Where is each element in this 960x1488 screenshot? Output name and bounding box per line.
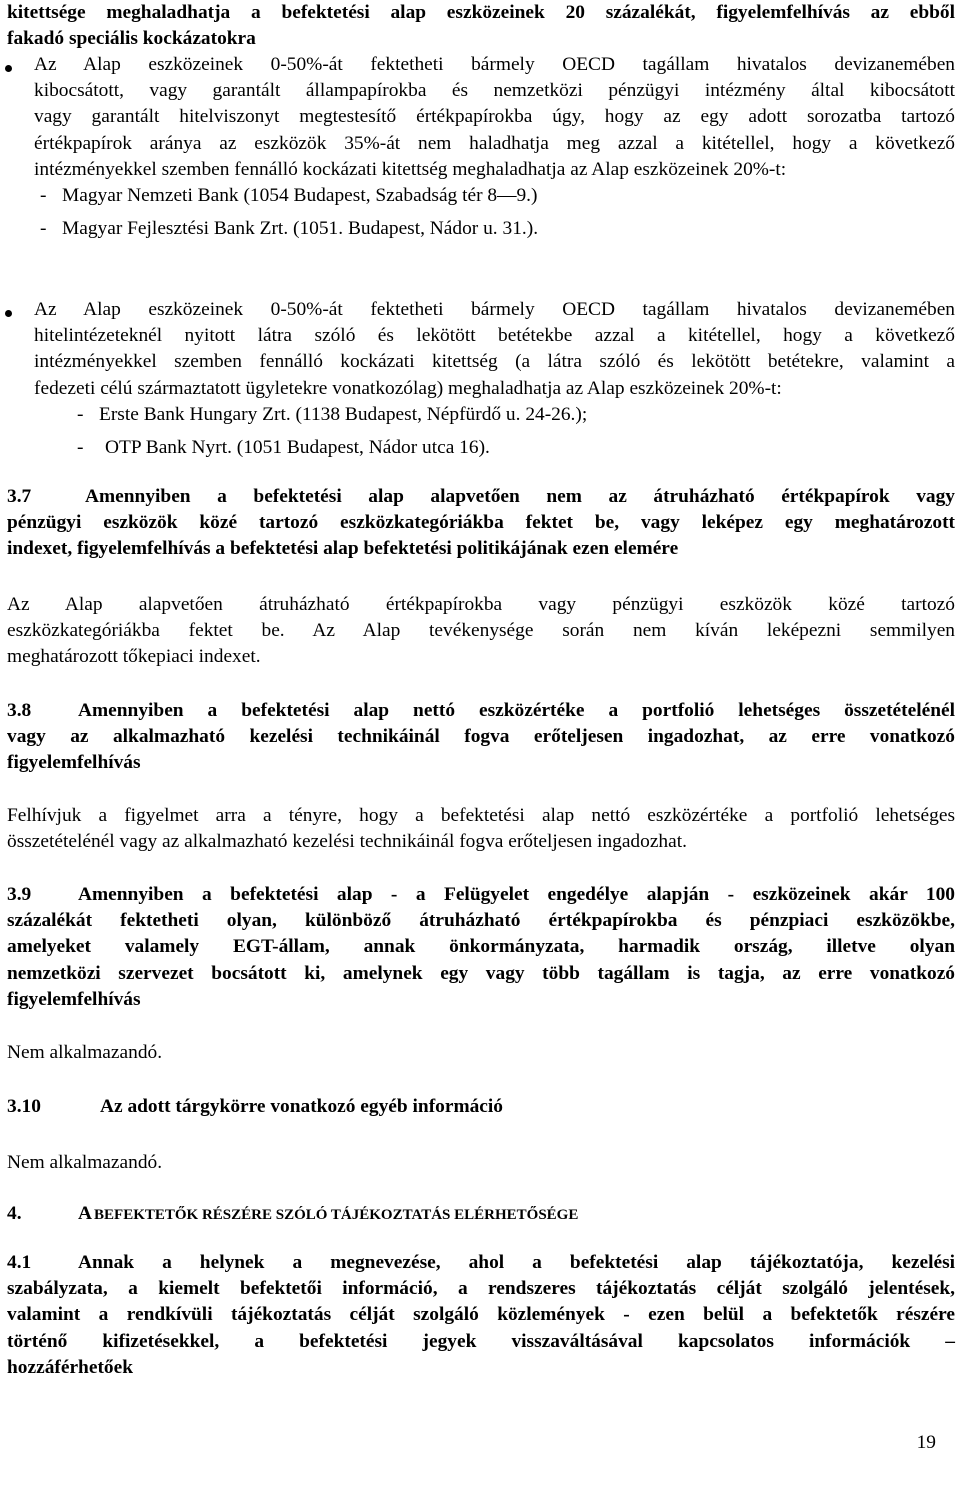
- heading-line: százalékát fektetheti olyan, különböző átruházható értékpapírokba és pénzpiaci eszközökbe,: [7, 910, 955, 932]
- paragraph-line: eszközkategóriákba fektet be. Az Alap tevékenysége során nem kíván leképezni semmilyen: [7, 620, 955, 642]
- heading-line: BEFEKTETŐK RÉSZÉRE SZÓLÓ TÁJÉKOZTATÁS ELÉRHETŐSÉGE: [94, 1207, 579, 1223]
- section-number: 3.10: [7, 1096, 41, 1117]
- paragraph-line: Felhívjuk a figyelmet arra a tényre, hogy a befektetési alap nettó eszközértéke a portfolió lehetséges: [7, 805, 955, 826]
- heading-line: Amennyiben a befektetési alap - a Felügyelet engedélye alapján - eszközeinek akár 100: [78, 884, 955, 905]
- section-number: 3.8: [7, 700, 32, 721]
- heading-line: valamint a rendkívüli tájékoztatás célját szolgáló közlemények - ezen belül a befektetők részére: [7, 1304, 955, 1326]
- heading-line: fakadó speciális kockázatokra: [7, 28, 256, 50]
- bullet-icon: [5, 65, 12, 72]
- paragraph-line: Az Alap eszközeinek 0-50%-át fektetheti bármely OECD tagállam hivatalos devizanemében: [34, 54, 955, 75]
- paragraph-line: hitelintézeteknél nyitott látra szóló és lekötött betétekbe azzal a kitétellel, hogy a következő: [34, 325, 955, 347]
- dash-list-item: - Magyar Fejlesztési Bank Zrt. (1051. Budapest, Nádor u. 31.).: [40, 218, 539, 239]
- paragraph-line: meghatározott tőkepiaci indexet.: [7, 646, 261, 668]
- dash-list-item: - OTP Bank Nyrt. (1051 Budapest, Nádor utca 16).: [77, 437, 490, 458]
- section-number: 3.7: [7, 486, 32, 507]
- section-3-9-heading: [7, 882, 955, 1013]
- list-item-text: Magyar Nemzeti Bank (1054 Budapest, Szabadság tér 8—9.): [62, 185, 538, 206]
- list-item-text: Magyar Fejlesztési Bank Zrt. (1051. Budapest, Nádor u. 31.).: [62, 218, 539, 239]
- heading-line: hozzáférhetőek: [7, 1356, 133, 1378]
- dash-list-item: - Magyar Nemzeti Bank (1054 Budapest, Szabadság tér 8—9.): [40, 185, 538, 206]
- section-3-7-body: [7, 592, 955, 671]
- section-3-8-body: [7, 803, 955, 855]
- paragraph-line: összetételénél vagy az alkalmazható kezelési technikáinál fogva erőteljesen ingadozhat.: [7, 831, 687, 853]
- section-number: 4.1: [7, 1252, 32, 1273]
- heading-line: Amennyiben a befektetési alap nettó eszközértéke a portfolió lehetséges összetételénél: [78, 700, 955, 721]
- page-number: 19: [916, 1432, 936, 1453]
- heading-line: kitettsége meghaladhatja a befektetési alap eszközeinek 20 százalékát, figyelemfelhívás az ebből: [7, 2, 955, 23]
- list-item-text: Erste Bank Hungary Zrt. (1138 Budapest, Népfürdő u. 24-26.);: [99, 404, 588, 425]
- heading-line: figyelemfelhívás: [7, 988, 141, 1010]
- paragraph-line: Az Alap alapvetően átruházható értékpapírokba vagy pénzügyi eszközök közé tartozó: [7, 594, 955, 615]
- section-3-9-body: [7, 1040, 955, 1066]
- bullet-icon: [5, 310, 12, 317]
- bullet-paragraph-1: [34, 52, 955, 183]
- paragraph-line: Nem alkalmazandó.: [7, 1152, 163, 1173]
- heading-line: Az adott tárgykörre vonatkozó egyéb információ: [100, 1096, 503, 1117]
- heading-line: Annak a helynek a megnevezése, ahol a befektetési alap tájékoztatója, kezelési: [78, 1252, 955, 1273]
- dash-list-item: - Erste Bank Hungary Zrt. (1138 Budapest, Népfürdő u. 24-26.);: [77, 404, 588, 425]
- paragraph-line: vagy garantált hitelviszonyt megtestesítő értékpapírokba úgy, hogy az egy adott sorozatba tartozó: [34, 106, 955, 128]
- heading-line: vagy az alkalmazható kezelési technikáinál fogva erőteljesen ingadozhat, az erre vonatkozó: [7, 726, 955, 748]
- heading-line: pénzügyi eszközök közé tartozó eszközkategóriákba fektet be, vagy leképez egy meghatározott: [7, 512, 955, 534]
- bullet-paragraph-2: [34, 297, 955, 402]
- paragraph-line: intézményekkel szemben fennálló kockázati kitettség (a látra szóló és lekötött betétekre, valamint a: [34, 351, 955, 373]
- heading-line: szabályzata, a kiemelt befektetői információ, a rendszeres tájékoztatás célját szolgáló jelentések,: [7, 1278, 955, 1300]
- heading-line: nemzetközi szervezet bocsátott ki, amelynek egy vagy több tagállam is tagja, az erre vonatkozó: [7, 962, 955, 984]
- heading-line: Amennyiben a befektetési alap alapvetően nem az átruházható értékpapírok vagy: [85, 486, 955, 507]
- section-heading-continued: [7, 0, 955, 52]
- heading-line: történő kifizetésekkel, a befektetési jegyek visszaváltásával kapcsolatos információk –: [7, 1330, 955, 1352]
- heading-line: figyelemfelhívás: [7, 752, 141, 774]
- paragraph-line: kibocsátott, vagy garantált állampapírokba és nemzetközi pénzügyi intézmény által kibocsátott: [34, 80, 955, 102]
- paragraph-line: intézményekkel szemben fennálló kockázati kitettség meghaladhatja az Alap eszközeinek 20%-t:: [34, 158, 787, 180]
- section-4-1-heading: [7, 1250, 955, 1381]
- heading-line: indexet, figyelemfelhívás a befektetési alap befektetési politikájának ezen elemére: [7, 538, 679, 560]
- heading-initial: A: [78, 1203, 93, 1224]
- section-number: 3.9: [7, 884, 32, 905]
- section-3-10-body: [7, 1150, 955, 1176]
- section-number: 4.: [7, 1203, 22, 1224]
- paragraph-line: Az Alap eszközeinek 0-50%-át fektetheti bármely OECD tagállam hivatalos devizanemében: [34, 299, 955, 320]
- section-3-8-heading: [7, 698, 955, 777]
- paragraph-line: Nem alkalmazandó.: [7, 1042, 163, 1063]
- paragraph-line: fedezeti célú származtatott ügyletekre vonatkozólag) meghaladhatja az Alap eszközeinek 20%-t:: [34, 377, 782, 399]
- heading-line: amelyeket valamely EGT-állam, annak önkormányzata, harmadik ország, illetve olyan: [7, 936, 955, 958]
- section-3-7-heading: [7, 484, 955, 563]
- paragraph-line: értékpapírok aránya az eszközök 35%-át nem haladhatja meg azzal a kitétellel, hogy a következő: [34, 132, 955, 154]
- list-item-text: OTP Bank Nyrt. (1051 Budapest, Nádor utca 16).: [105, 437, 490, 458]
